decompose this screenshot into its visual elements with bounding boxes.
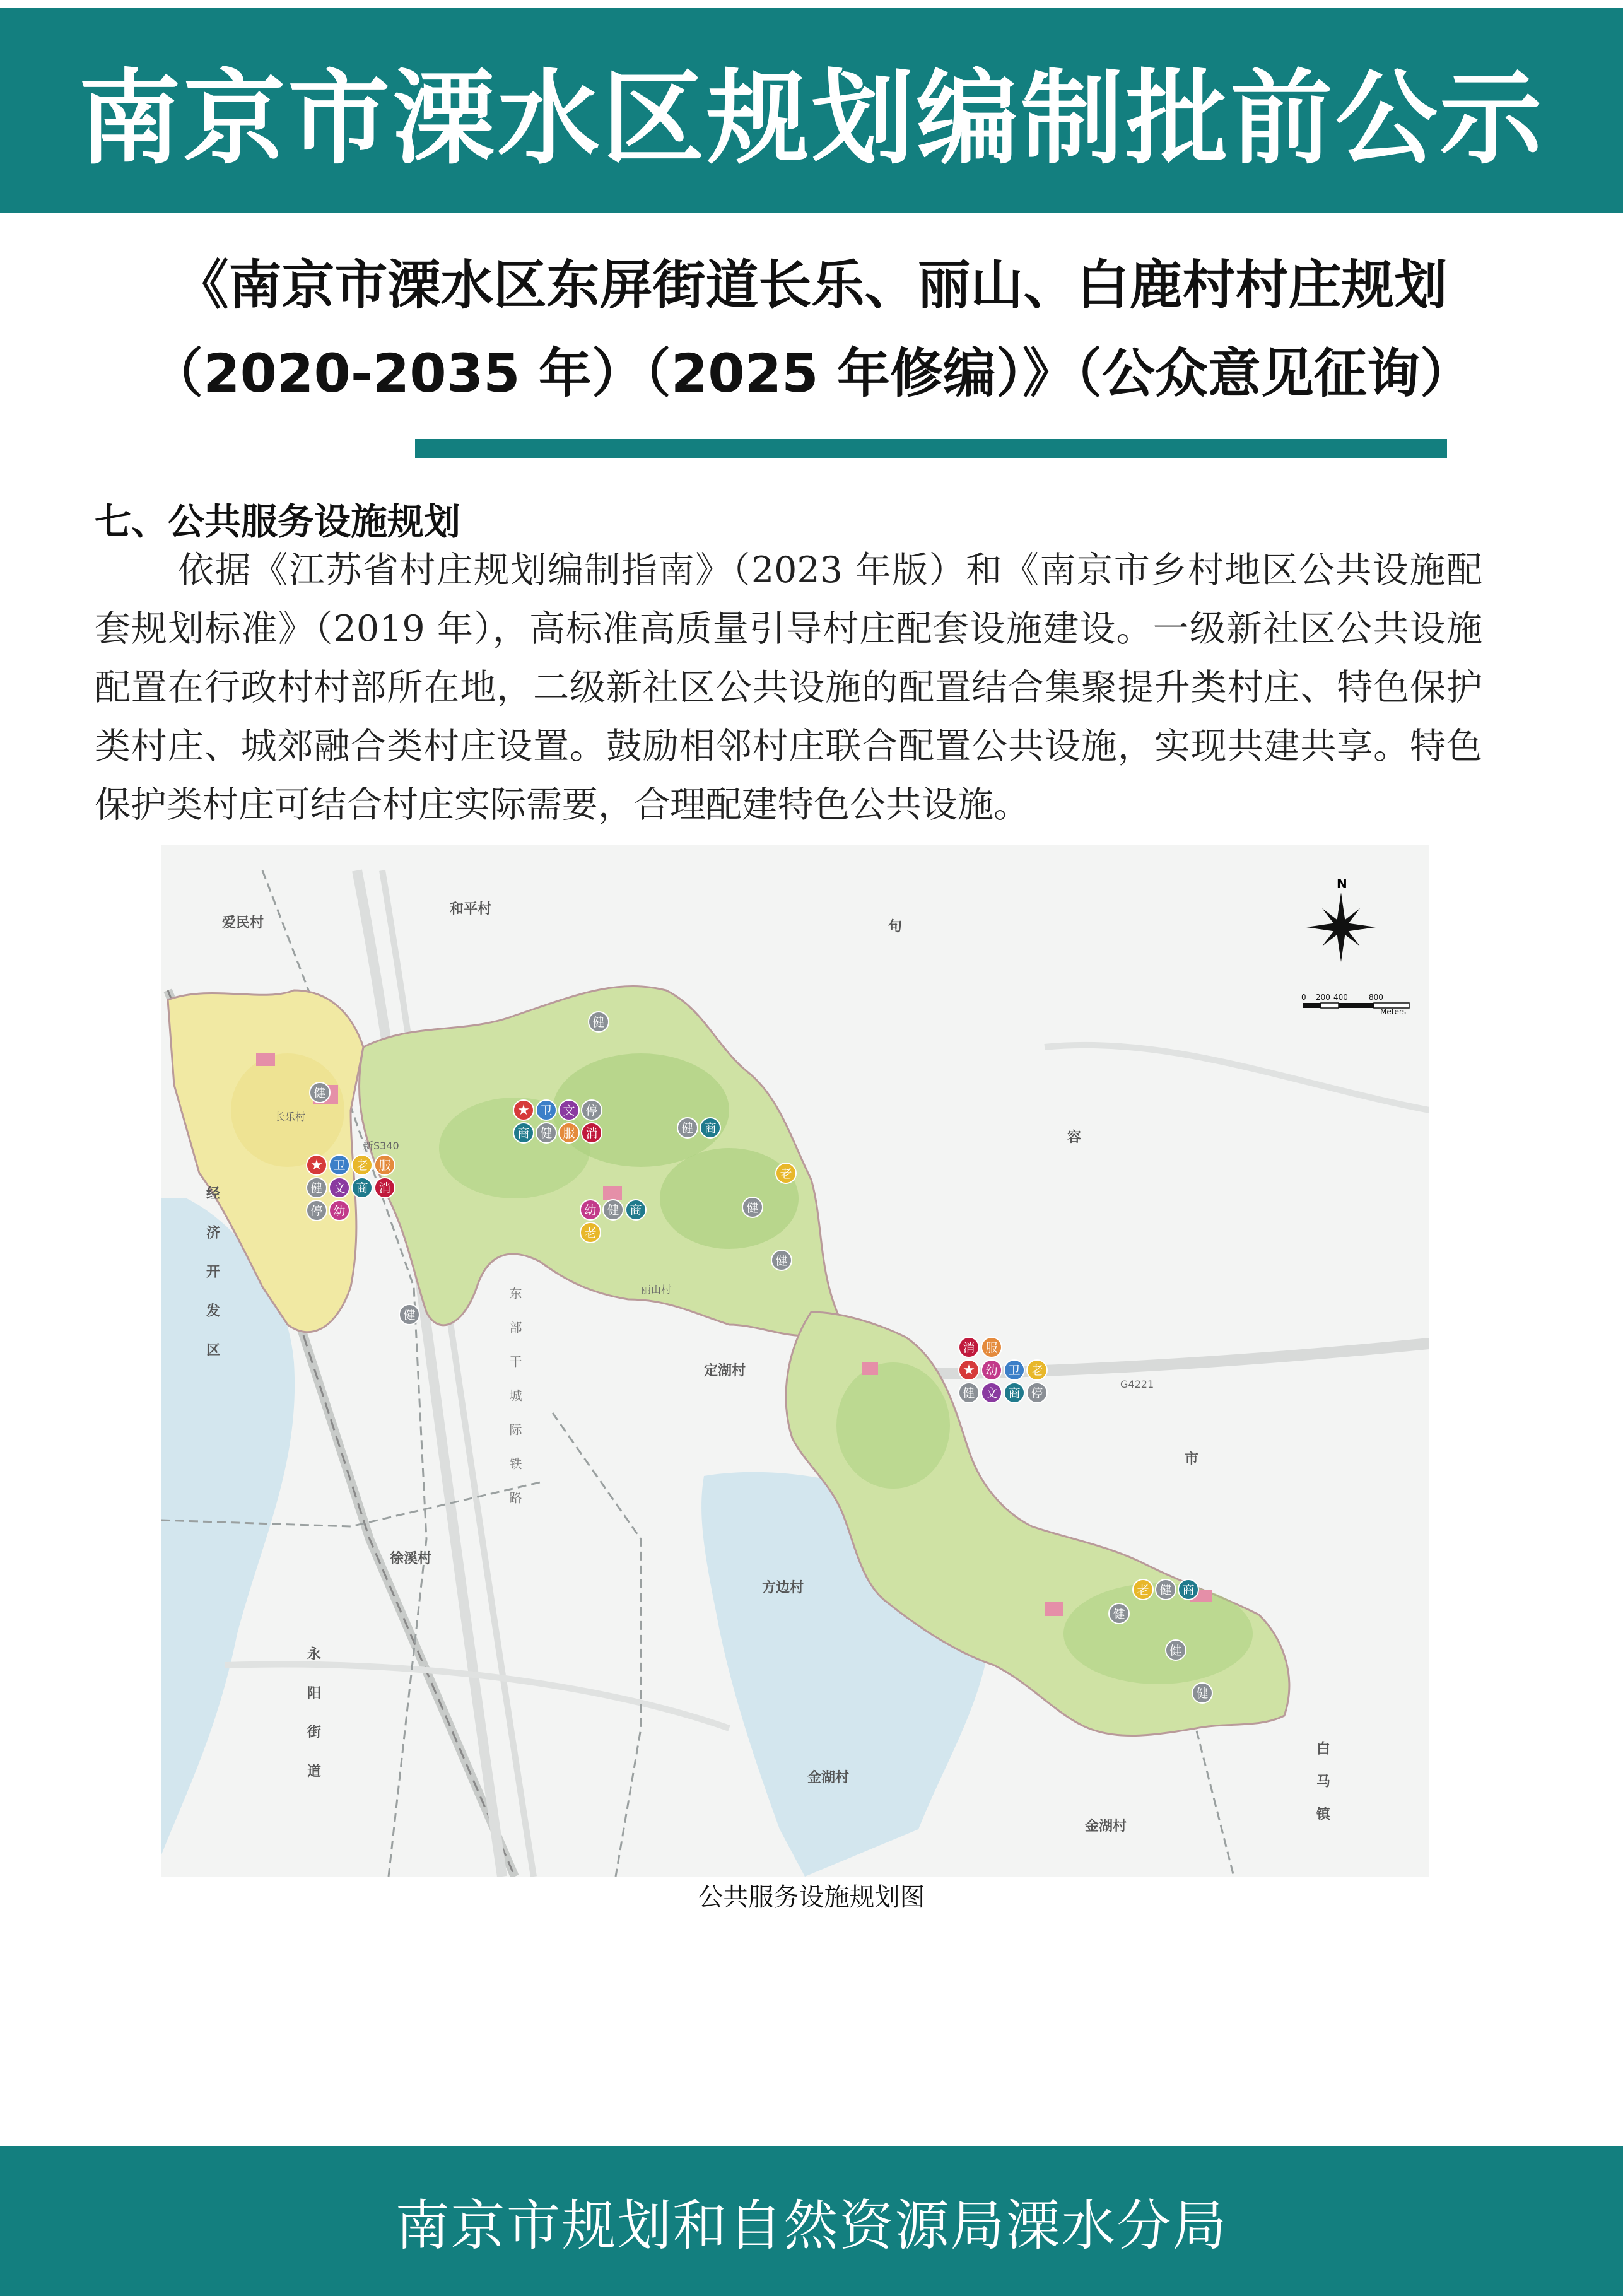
facility-icon-label: 健 — [1196, 1687, 1209, 1701]
facility-icon-label: 健 — [681, 1122, 694, 1135]
facility-group-lishan-east4 — [771, 1250, 792, 1270]
facility-icon-label: 商 — [1182, 1583, 1195, 1597]
facility-icon-label: 老 — [1031, 1364, 1043, 1378]
facility-icon-label: 停 — [585, 1104, 598, 1118]
facility-icon-label: ★ — [310, 1157, 323, 1173]
scale-tick: 800 — [1369, 993, 1383, 1002]
facility-icon-label: 健 — [775, 1254, 788, 1268]
page-title: 南京市溧水区规划编制批前公示 — [78, 59, 1545, 179]
facility-icon-label: 卫 — [540, 1104, 553, 1118]
facility-icon-label: 健 — [1169, 1644, 1182, 1658]
scale-tick: 0 — [1301, 993, 1306, 1002]
green-patch — [836, 1362, 950, 1489]
scale-tick: 200 — [1316, 993, 1330, 1002]
scale-unit: Meters — [1380, 1007, 1407, 1016]
facility-icon-label: 幼 — [584, 1204, 597, 1217]
facility-icon-label: 商 — [1008, 1386, 1021, 1400]
facility-icon-label: 老 — [1137, 1583, 1149, 1597]
facility-group-lishan-east3 — [742, 1197, 763, 1217]
facility-icon-label: 健 — [1113, 1607, 1125, 1621]
place-label: G4221 — [1120, 1378, 1154, 1390]
built-up-patch — [256, 1053, 275, 1066]
scale-tick: 400 — [1333, 993, 1348, 1002]
facility-icon-label: 商 — [517, 1127, 530, 1140]
place-label: 金湖村 — [1085, 1819, 1127, 1834]
place-label-vertical: 东部干城际铁路 — [507, 1287, 522, 1525]
facility-icon-label: 文 — [563, 1104, 575, 1118]
yellow-patch — [231, 1053, 344, 1167]
place-label: 句 — [888, 919, 903, 935]
document-title-line-1: 《南京市溧水区东屏街道长乐、丽山、白鹿村村庄规划 — [175, 254, 1448, 316]
section-heading: 七、公共服务设施规划 — [95, 500, 461, 543]
place-label: 方边村 — [762, 1580, 804, 1596]
facility-icon-label: 健 — [963, 1386, 975, 1400]
facility-icon-label: 服 — [563, 1127, 575, 1140]
place-label: 长乐村 — [275, 1111, 306, 1123]
facility-plan-map — [161, 845, 1429, 1877]
facility-icon-label: 老 — [780, 1167, 792, 1181]
facility-icon-label: 健 — [1159, 1583, 1172, 1597]
facility-icon-label: 消 — [585, 1127, 598, 1140]
place-label: 和平村 — [450, 901, 492, 917]
built-up-patch — [1045, 1602, 1063, 1616]
facility-icon-label: 文 — [985, 1386, 998, 1400]
facility-icon-label: 幼 — [985, 1364, 998, 1378]
facility-icon-label: 停 — [1031, 1386, 1043, 1400]
facility-icon-label: 商 — [356, 1181, 368, 1195]
built-up-patch — [862, 1362, 878, 1375]
facility-icon-label: 老 — [584, 1226, 597, 1240]
north-label: N — [1337, 876, 1347, 891]
green-patch — [660, 1148, 799, 1249]
place-label: 容 — [1067, 1130, 1082, 1145]
map-caption: 公共服务设施规划图 — [698, 1883, 925, 1912]
place-label-vertical: 永阳街道 — [305, 1646, 321, 1803]
footer-agency: 南京市规划和自然资源局溧水分局 — [395, 2194, 1228, 2258]
facility-icon-label: 商 — [704, 1122, 717, 1135]
facility-icon-label: 停 — [310, 1204, 323, 1218]
place-label-vertical: 白马镇 — [1314, 1741, 1330, 1839]
facility-icon-label: 文 — [333, 1181, 346, 1195]
facility-group-bailu-east3 — [1166, 1640, 1186, 1660]
place-label-vertical: 经济开发区 — [204, 1186, 220, 1381]
facility-icon-label: 消 — [378, 1181, 391, 1195]
green-patch — [1063, 1583, 1253, 1684]
facility-group-bailu-east4 — [1192, 1683, 1212, 1703]
accent-divider — [415, 439, 1447, 458]
facility-icon-label: 健 — [746, 1201, 759, 1215]
place-label: 金湖村 — [807, 1770, 850, 1786]
section-body: 依据《江苏省村庄规划编制指南》（2023 年版）和《南京市乡村地区公共设施配套规划标准》（2019 年），高标准高质量引导村庄配套设施建设。一级新社区公共设施配置在行政村村部所在地，二级新社区公共设施的配置结合集聚提升类村庄、特色保护类村庄、城郊融合类村庄设置。鼓励相邻村庄联合配置公共设施，实现共建共享。特色保护类村庄可结合村庄实际需要，合理配建特色公共设施。 — [95, 549, 1482, 826]
facility-icon-label: 商 — [630, 1204, 642, 1217]
place-label: 徐溪村 — [390, 1551, 432, 1567]
facility-icon-label: 卫 — [1008, 1364, 1021, 1378]
facility-icon-label: 健 — [607, 1204, 619, 1217]
place-label: 定湖村 — [704, 1363, 746, 1379]
facility-icon-label: 老 — [356, 1159, 368, 1173]
facility-icon-label: ★ — [517, 1103, 530, 1118]
facility-icon-label: 健 — [310, 1181, 323, 1195]
facility-icon-label: 健 — [592, 1016, 605, 1029]
facility-group-changle-south — [399, 1304, 419, 1325]
facility-icon-label: 健 — [403, 1308, 416, 1322]
facility-group-lishan-east2 — [776, 1163, 796, 1183]
facility-icon-label: 幼 — [333, 1204, 346, 1218]
facility-icon-label: 健 — [313, 1086, 326, 1100]
facility-group-bailu-east — [1133, 1579, 1198, 1600]
facility-group-changle-north — [310, 1082, 330, 1103]
facility-icon-label: 服 — [378, 1159, 391, 1173]
facility-icon-label: ★ — [963, 1362, 975, 1378]
built-up-patch — [603, 1186, 622, 1200]
place-label: 市 — [1185, 1451, 1199, 1467]
facility-icon-label: 消 — [963, 1341, 975, 1355]
facility-group-lishan-north — [589, 1012, 609, 1032]
place-label: 爱民村 — [222, 915, 264, 931]
facility-icon-label: 卫 — [333, 1159, 346, 1173]
document-title-line-2: （2020-2035 年）（2025 年修编）》（公众意见征询） — [150, 343, 1473, 404]
facility-group-bailu-east2 — [1109, 1603, 1129, 1624]
place-label: 丽山村 — [641, 1284, 672, 1296]
place-label: 新S340 — [363, 1140, 399, 1152]
facility-icon-label: 健 — [540, 1127, 553, 1140]
facility-icon-label: 服 — [985, 1341, 998, 1355]
